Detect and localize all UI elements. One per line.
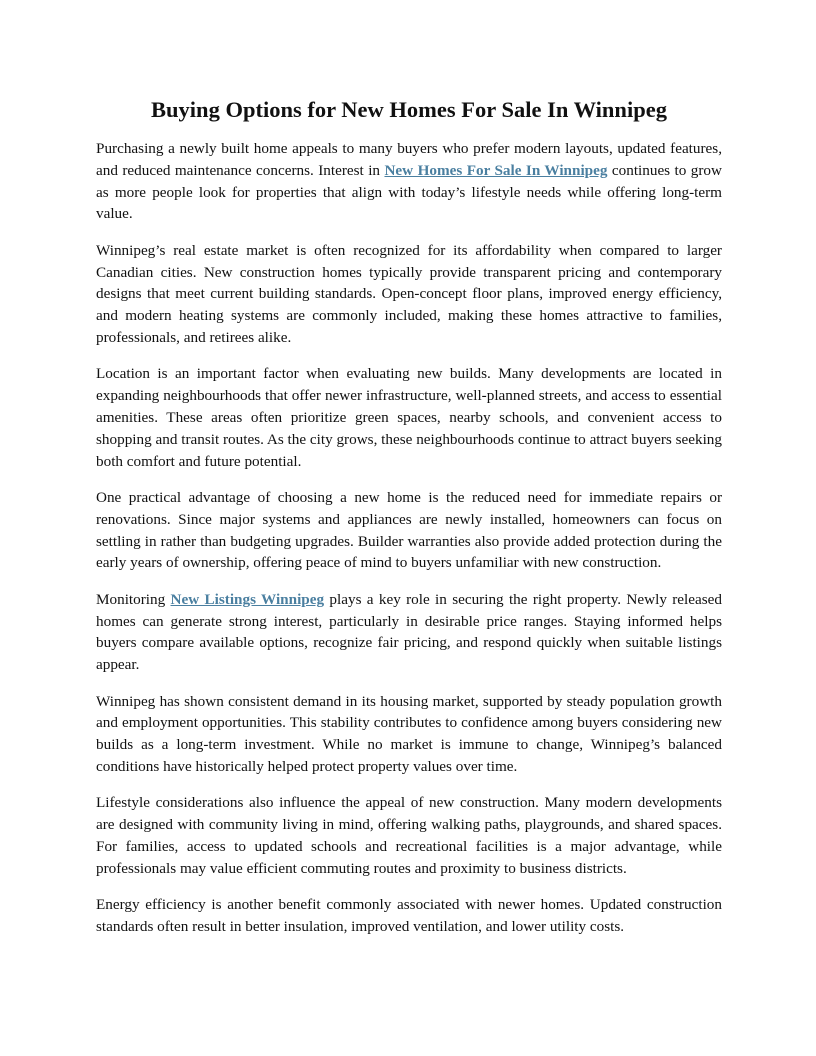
paragraph-lifestyle: Lifestyle considerations also influence the appeal of new construction. Many modern developments are designed with community living in mind, offering walking paths, playgrounds, and shared spaces. For families, access to updated schools and recreational facilities is a major advantage, while professionals may value efficient commuting routes and proximity to business districts. [96, 794, 722, 877]
paragraph-text: plays a key role in securing the right property. Newly released homes can generate strong interest, particularly in desirable price ranges. Staying informed helps buyers compare available options, recognize fair pricing, and respond quickly when suitable listings appear. [96, 590, 722, 674]
paragraph-text: Purchasing a newly built home appeals to many buyers who prefer modern layouts, updated features, and reduced maintenance concerns. Interest in [96, 140, 722, 179]
paragraph-energy: Energy efficiency is another benefit commonly associated with newer homes. Updated construction standards often result in better insulation, improved ventilation, and lower utility costs. [96, 896, 722, 935]
page-title: Buying Options for New Homes For Sale In Winnipeg [151, 97, 667, 122]
new-listings-winnipeg-link[interactable]: New Listings Winnipeg [170, 590, 325, 608]
paragraph-demand: Winnipeg has shown consistent demand in its housing market, supported by steady population growth and employment opportunities. This stability contributes to confidence among buyers considering new builds as a long-term investment. While no market is immune to change, Winnipeg’s balanced conditions have historically helped protect property values over time. [96, 692, 722, 775]
paragraph-intro [96, 138, 722, 225]
document-page [96, 96, 722, 952]
paragraph-text: Monitoring [96, 590, 171, 608]
new-homes-winnipeg-link[interactable]: New Homes For Sale In Winnipeg [384, 161, 608, 179]
paragraph-market: Winnipeg’s real estate market is often recognized for its affordability when compared to larger Canadian cities. New construction homes typically provide transparent pricing and contemporary designs that meet current building standards. Open-concept floor plans, improved energy efficiency, and modern heating systems are commonly included, making these homes attractive to families, professionals, and retirees alike. [96, 241, 722, 346]
paragraph-repairs: One practical advantage of choosing a new home is the reduced need for immediate repairs or renovations. Since major systems and appliances are newly installed, homeowners can focus on settling in rather than budgeting upgrades. Builder warranties also provide added protection during the early years of ownership, offering peace of mind to buyers unfamiliar with new construction. [96, 488, 722, 572]
paragraph-listings [96, 589, 722, 676]
paragraph-location: Location is an important factor when evaluating new builds. Many developments are located in expanding neighbourhoods that offer newer infrastructure, well-planned streets, and access to essential amenities. These areas often prioritize green spaces, nearby schools, and convenient access to shopping and transit routes. As the city grows, these neighbourhoods continue to attract buyers seeking both comfort and future potential. [96, 365, 722, 470]
paragraph-text: continues to grow as more people look for properties that align with today’s lifestyle needs while offering long-term value. [96, 161, 722, 223]
